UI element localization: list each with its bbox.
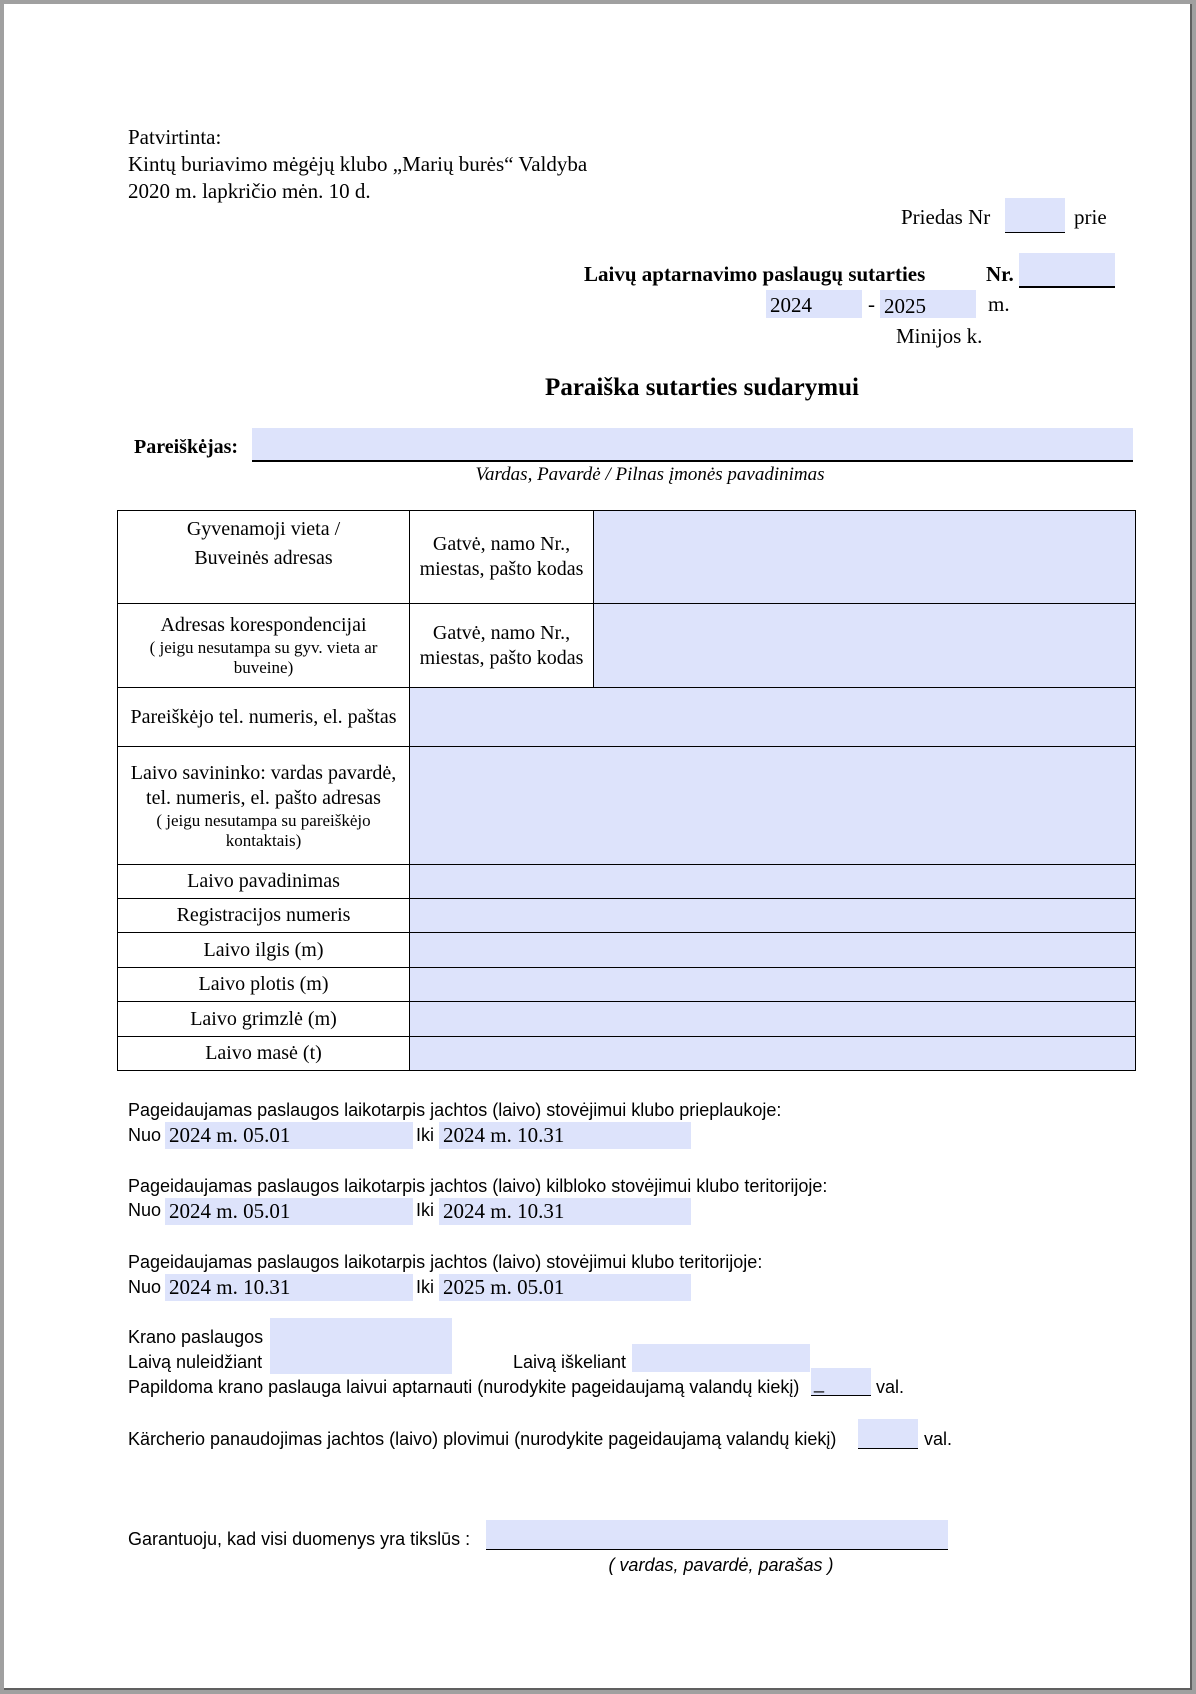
residence-label: Gyvenamoji vieta / — [186, 518, 341, 540]
period-from-label: Nuo — [128, 1200, 162, 1220]
annex-number-field[interactable] — [1005, 198, 1065, 233]
vessel-width-field[interactable] — [410, 968, 1136, 1002]
annex-label: Priedas Nr — [901, 205, 991, 229]
phone-email-field[interactable] — [410, 688, 1136, 747]
applicant-field[interactable] — [252, 428, 1133, 462]
correspondence-note: ( jeigu nesutampa su gyv. vieta ar buveine) — [149, 638, 378, 677]
period-to-label: Iki — [416, 1125, 434, 1145]
year-dash: - — [868, 292, 875, 316]
crane-extra-hours-field[interactable]: _ — [811, 1368, 871, 1396]
table-row-label: Registracijos numeris — [118, 899, 410, 933]
approval-line: 2020 m. lapkričio mėn. 10 d. — [128, 179, 371, 203]
registration-number-field[interactable] — [410, 899, 1136, 933]
period-from-label: Nuo — [128, 1125, 162, 1145]
contract-title: Laivų aptarnavimo paslaugų sutarties — [584, 262, 926, 286]
residence-label-2: Buveinės adresas — [194, 547, 333, 569]
crane-lifting-label: Laivą iškeliant — [513, 1352, 627, 1372]
owner-note: ( jeigu nesutampa su pareiškėjo kontaktais) — [156, 810, 371, 850]
phone-label: Pareiškėjo tel. numeris, el. paštas — [130, 705, 397, 728]
year-from-field[interactable]: 2024 — [766, 290, 862, 318]
period-to-label: Iki — [416, 1277, 434, 1297]
karcher-hours-field[interactable] — [858, 1419, 918, 1449]
vessel-name-field[interactable] — [410, 865, 1136, 899]
annex-suffix: prie — [1074, 205, 1107, 229]
period-from-label: Nuo — [128, 1277, 162, 1297]
contract-no-label: Nr. — [986, 262, 1014, 286]
residence-address-field[interactable] — [594, 511, 1136, 604]
correspondence-label-cell — [118, 604, 410, 688]
karcher-label: Kärcherio panaudojimas jachtos (laivo) plovimui (nurodykite pageidaujamą valandų kiekį) — [128, 1429, 837, 1449]
period-title: Pageidaujamas paslaugos laikotarpis jachtos (laivo) kilbloko stovėjimui klubo teritorijoje: — [128, 1176, 828, 1196]
vessel-length-field[interactable] — [410, 933, 1136, 968]
phone-label-cell — [118, 688, 410, 747]
contract-number-field[interactable] — [1019, 253, 1115, 288]
karcher-unit: val. — [924, 1429, 953, 1449]
period-to-label: Iki — [416, 1200, 434, 1220]
period-to-field[interactable]: 2024 m. 10.31 — [439, 1198, 691, 1225]
crane-extra-unit: val. — [876, 1377, 905, 1397]
table-row-label: Laivo masė (t) — [118, 1037, 410, 1071]
vessel-info-table — [117, 510, 1136, 1071]
street-label-cell — [410, 511, 594, 604]
document-page — [4, 4, 1192, 1690]
street-label: Gatvė, namo Nr., miestas, pašto kodas — [419, 621, 584, 669]
approval-line: Kintų buriavimo mėgėjų klubo „Marių burės“ Valdyba — [128, 152, 588, 176]
signature-label: Garantuoju, kad visi duomenys yra tikslūs : — [128, 1529, 471, 1549]
place: Minijos k. — [896, 324, 983, 348]
vessel-draft-field[interactable] — [410, 1002, 1136, 1037]
signature-hint: ( vardas, pavardė, parašas ) — [608, 1555, 834, 1575]
table-row-label: Laivo ilgis (m) — [118, 933, 410, 968]
crane-lifting-field[interactable] — [632, 1344, 810, 1372]
correspondence-label: Adresas korespondencijai — [160, 614, 367, 636]
approval-block — [128, 124, 587, 205]
applicant-hint: Vardas, Pavardė / Pilnas įmonės pavadinimas — [475, 464, 825, 485]
table-row-label: Laivo plotis (m) — [118, 968, 410, 1002]
period-title: Pageidaujamas paslaugos laikotarpis jachtos (laivo) stovėjimui klubo prieplaukoje: — [128, 1100, 782, 1120]
table-row-label: Laivo pavadinimas — [118, 865, 410, 899]
correspondence-address-field[interactable] — [594, 604, 1136, 688]
table-row-label: Laivo grimzlė (m) — [118, 1002, 410, 1037]
crane-extra-label: Papildoma krano paslauga laivui aptarnauti (nurodykite pageidaujamą valandų kiekį) — [128, 1377, 800, 1397]
period-from-field[interactable]: 2024 m. 10.31 — [165, 1274, 413, 1301]
year-suffix: m. — [988, 292, 1010, 316]
street-label: Gatvė, namo Nr., miestas, pašto kodas — [419, 533, 584, 580]
street-label-cell — [410, 604, 594, 688]
period-from-field[interactable]: 2024 m. 05.01 — [165, 1198, 413, 1225]
owner-label: Laivo savininko: vardas pavardė, tel. numeris, el. pašto adresas — [130, 761, 397, 809]
approval-line: Patvirtinta: — [128, 125, 222, 149]
applicant-label: Pareiškėjas: — [134, 436, 239, 458]
period-from-field[interactable]: 2024 m. 05.01 — [165, 1122, 413, 1149]
signature-field[interactable] — [486, 1520, 948, 1550]
crane-label: Krano paslaugos — [128, 1327, 264, 1347]
year-to-field[interactable]: 2025 — [880, 290, 976, 318]
crane-lowering-label: Laivą nuleidžiant — [128, 1352, 263, 1372]
owner-label-cell — [118, 747, 410, 865]
period-to-field[interactable]: 2024 m. 10.31 — [439, 1122, 691, 1149]
page-title: Paraiška sutarties sudarymui — [545, 374, 859, 401]
period-to-field[interactable]: 2025 m. 05.01 — [439, 1274, 691, 1301]
period-title: Pageidaujamas paslaugos laikotarpis jachtos (laivo) stovėjimui klubo teritorijoje: — [128, 1252, 763, 1272]
crane-lowering-field[interactable] — [270, 1318, 452, 1374]
owner-contacts-field[interactable] — [410, 747, 1136, 865]
vessel-mass-field[interactable] — [410, 1037, 1136, 1071]
residence-label-cell — [118, 511, 410, 604]
